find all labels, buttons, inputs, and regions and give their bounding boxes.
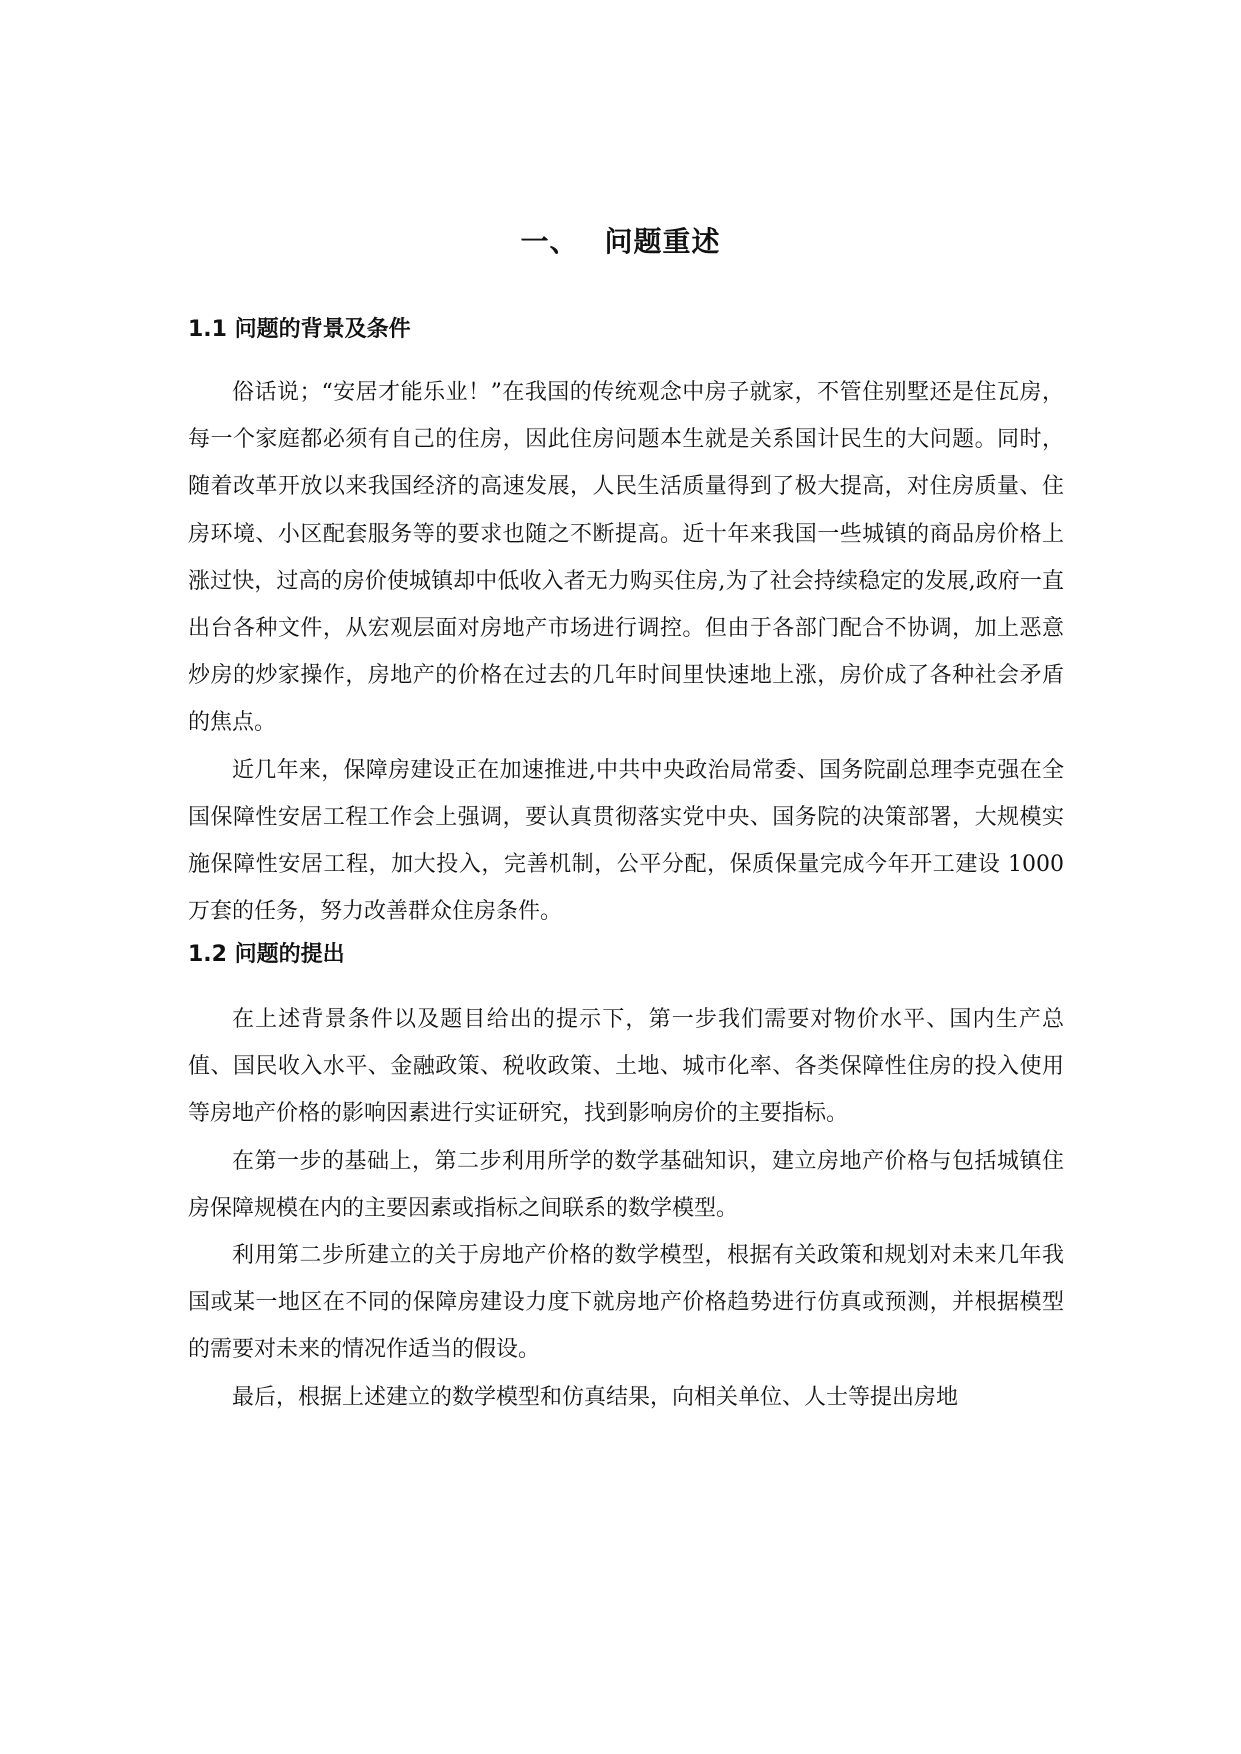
- chapter-number: 一、: [520, 225, 579, 258]
- section-heading-problem-statement: 1.2 问题的提出: [188, 942, 345, 967]
- paragraph: 在第一步的基础上，第二步利用所学的数学基础知识，建立房地产价格与包括城镇住房保障规模在内的主要因素或指标之间联系的数学模型。: [188, 1148, 1064, 1221]
- section-body-background: [188, 369, 1064, 935]
- paragraph: 近几年来，保障房建设正在加速推进,中共中央政治局常委、国务院副总理李克强在全国保障性安居工程工作会上强调，要认真贯彻落实党中央、国务院的决策部署，大规模实施保障性安居工程，加大投入，完善机制，公平分配，保质保量完成今年开工建设 1000 万套的任务，努力改善群众住房条件。: [188, 757, 1064, 925]
- chapter-title-text: 问题重述: [604, 225, 721, 258]
- section-body-problem-statement: [188, 996, 1064, 1421]
- paragraph: 在上述背景条件以及题目给出的提示下，第一步我们需要对物价水平、国内生产总值、国民收入水平、金融政策、税收政策、土地、城市化率、各类保障性住房的投入使用等房地产价格的影响因素进行实证研究，找到影响房价的主要指标。: [188, 1007, 1064, 1127]
- section-heading-background: 1.1 问题的背景及条件: [188, 317, 411, 342]
- paragraph: 最后，根据上述建立的数学模型和仿真结果，向相关单位、人士等提出房地: [232, 1384, 959, 1410]
- paragraph: 利用第二步所建立的关于房地产价格的数学模型，根据有关政策和规划对未来几年我国或某一地区在不同的保障房建设力度下就房地产价格趋势进行仿真或预测，并根据模型的需要对未来的情况作适当的假设。: [188, 1243, 1064, 1363]
- chapter-title: [0, 222, 1241, 262]
- paragraph: 俗话说；“安居才能乐业！”在我国的传统观念中房子就家，不管住别墅还是住瓦房，每一个家庭都必须有自己的住房，因此住房问题本生就是关系国计民生的大问题。同时，随着改革开放以来我国经济的高速发展，人民生活质量得到了极大提高，对住房质量、住房环境、小区配套服务等的要求也随之不断提高。近十年来我国一些城镇的商品房价格上涨过快，过高的房价使城镇却中低收入者无力购买住房,为了社会持续稳定的发展,政府一直出台各种文件，从宏观层面对房地产市场进行调控。但由于各部门配合不协调，加上恶意炒房的炒家操作，房地产的价格在过去的几年时间里快速地上涨，房价成了各种社会矛盾的焦点。: [188, 380, 1064, 736]
